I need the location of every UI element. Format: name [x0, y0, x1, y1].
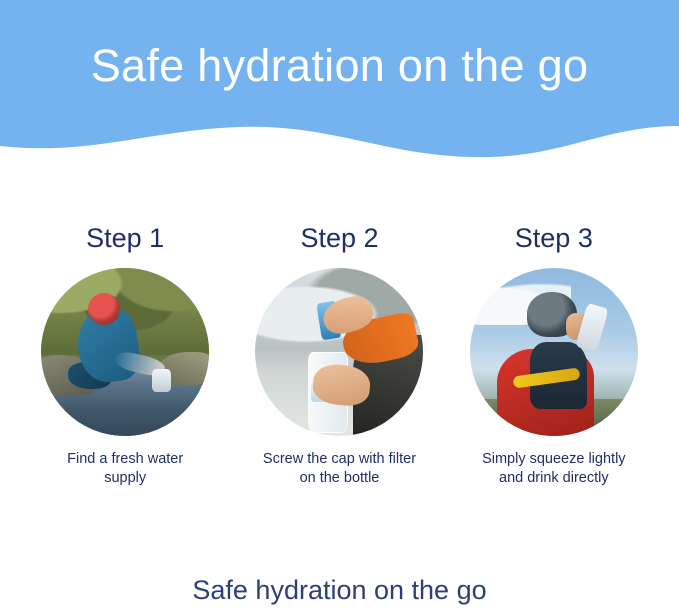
step-item: [38, 223, 212, 488]
step-caption: Simply squeeze lightly and drink directly: [482, 451, 626, 487]
hero-banner: [0, 0, 679, 175]
footer-tagline: Safe hydration on the go: [192, 575, 487, 605]
page-title: Safe hydration on the go: [90, 40, 589, 91]
step-item: [467, 223, 641, 488]
step-image-3: [470, 268, 638, 436]
step-item: [252, 223, 426, 488]
step-label: Step 1: [86, 223, 165, 253]
step-label: Step 2: [300, 223, 379, 253]
step-label: Step 3: [514, 223, 593, 253]
steps-row: [0, 223, 679, 488]
step-image-1: [41, 268, 209, 436]
step-caption: Screw the cap with filter on the bottle: [262, 451, 417, 487]
step-image-2: [255, 268, 423, 436]
step-caption: Find a fresh water supply: [67, 451, 184, 487]
